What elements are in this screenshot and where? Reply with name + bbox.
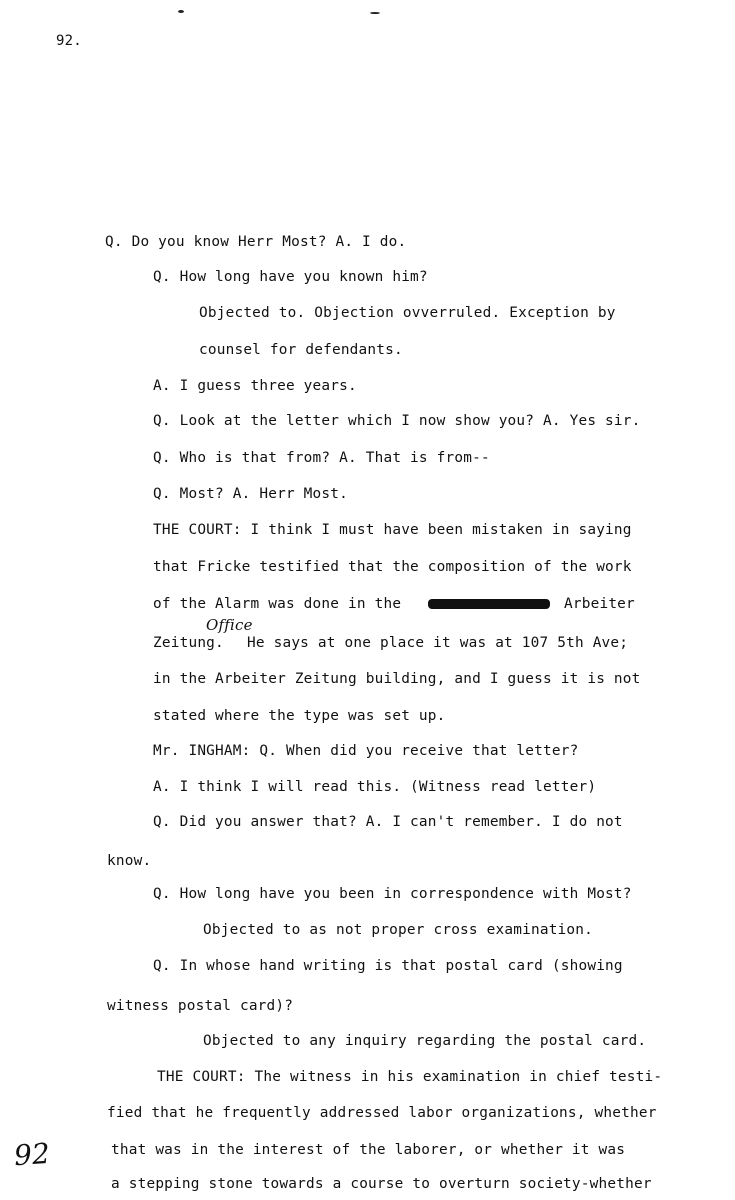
text-line: Objected to any inquiry regarding the postal card. (203, 1033, 647, 1049)
text-line: Q. Who is that from? A. That is from-- (153, 450, 490, 466)
page-number: 92. (56, 33, 82, 49)
text-line: Q. In whose hand writing is that postal card (showing (153, 958, 623, 974)
text-line: of the Alarm was done in the (153, 596, 402, 612)
text-line: Mr. INGHAM: Q. When did you receive that letter? (153, 743, 579, 759)
text-line: A. I think I will read this. (Witness read letter) (153, 779, 597, 795)
text-line: in the Arbeiter Zeitung building, and I guess it is not (153, 671, 641, 687)
text-line: THE COURT: I think I must have been mistaken in saying (153, 522, 632, 538)
text-line: Q. Did you answer that? A. I can't remember. I do not (153, 814, 623, 830)
text-line: Q. Do you know Herr Most? A. I do. (105, 234, 407, 250)
text-line: counsel for defendants. (199, 342, 403, 358)
text-line: Zeitung. (153, 635, 224, 651)
text-line: Arbeiter (564, 596, 635, 612)
text-line: that was in the interest of the laborer, or whether it was (111, 1142, 626, 1158)
handwritten-insert: Office (206, 616, 253, 634)
text-line: Objected to. Objection ovverruled. Exception by (199, 305, 616, 321)
text-line: know. (107, 853, 152, 869)
text-line: fied that he frequently addressed labor organizations, whether (107, 1105, 657, 1121)
text-line: that Fricke testified that the composition of the work (153, 559, 632, 575)
paper-speck (178, 10, 184, 13)
text-line: stated where the type was set up. (153, 708, 446, 724)
text-line: Q. How long have you been in correspondence with Most? (153, 886, 632, 902)
text-line: Q. Most? A. Herr Most. (153, 486, 349, 502)
text-line: Q. How long have you known him? (153, 269, 428, 285)
text-line: THE COURT: The witness in his examination in chief testi- (157, 1069, 663, 1085)
text-line: Q. Look at the letter which I now show you? A. Yes sir. (153, 413, 641, 429)
text-line: Objected to as not proper cross examination. (203, 922, 594, 938)
text-line: witness postal card)? (107, 998, 294, 1014)
handwritten-page-number: 92 (12, 1136, 52, 1173)
paper-speck (370, 12, 380, 14)
text-line: A. I guess three years. (153, 378, 357, 394)
struck-out-text (428, 599, 550, 609)
text-line: He says at one place it was at 107 5th Ave; (247, 635, 629, 651)
text-line: a stepping stone towards a course to overturn society-whether (111, 1176, 652, 1192)
